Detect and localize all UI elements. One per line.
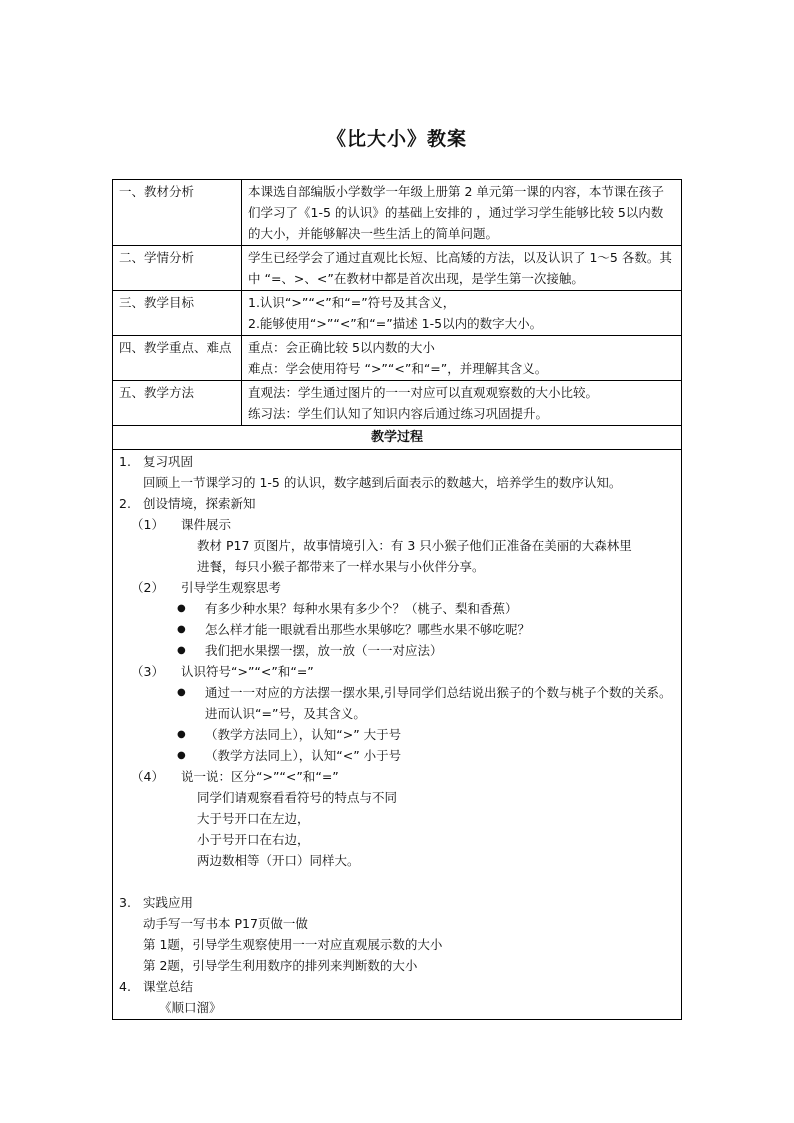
table-row [113, 291, 682, 336]
sub-step-number: （2） [131, 580, 164, 595]
method-line-2: 练习法：学生们认知了知识内容后通过练习巩固提升。 [248, 406, 549, 421]
step-text: 回顾上一节课学习的 1-5 的认识，数字越到后面表示的数越大，培养学生的数序认知。 [143, 475, 622, 490]
table-row [113, 336, 682, 381]
bullet-item [119, 745, 675, 766]
bullet-item [119, 724, 675, 745]
list-item [119, 451, 675, 472]
sub-step-text: 教材 P17 页图片，故事情境引入：有 3 只小猴子他们正准备在美丽的大森林里 [197, 538, 632, 553]
row-label-key-points: 四、教学重点、难点 [113, 336, 242, 381]
sub-step-title: 引导学生观察思考 [181, 580, 282, 595]
sub-step-title: 认识符号“>”“<”和“=” [181, 664, 314, 679]
bullet-text: 我们把水果摆一摆，放一放（一一对应法） [205, 643, 443, 658]
step-number: 4. [119, 979, 131, 994]
lesson-plan-table [112, 179, 682, 1020]
sub-step-text: 两边数相等（开口）同样大。 [197, 853, 360, 868]
list-item [119, 493, 675, 514]
process-content [113, 450, 682, 1020]
sub-step-number: （3） [131, 664, 164, 679]
step-title: 课堂总结 [143, 979, 194, 994]
step-text: 《顺口溜》 [159, 1000, 222, 1015]
sub-step-text: 进餐，每只小猴子都带来了一样水果与小伙伴分享。 [197, 559, 485, 574]
step-title: 创设情境，探索新知 [143, 496, 256, 511]
step-text: 第 2题，引导学生利用数序的排列来判断数的大小 [143, 958, 418, 973]
bullet-item [119, 682, 675, 724]
list-item [119, 577, 675, 598]
row-content-key-points [242, 336, 682, 381]
list-item [119, 661, 675, 682]
list-item [119, 514, 675, 535]
objective-line-2: 2.能够使用“>”“<”和“=”描述 1-5以内的数字大小。 [248, 316, 543, 331]
step-number: 2. [119, 496, 131, 511]
sub-step-text: 大于号开口在左边， [197, 811, 310, 826]
row-content-objectives [242, 291, 682, 336]
sub-step-text: 小于号开口在右边， [197, 832, 310, 847]
table-row [113, 426, 682, 450]
bullet-text: 怎么样才能一眼就看出那些水果够吃？哪些水果不够吃呢？ [205, 622, 531, 637]
bullet-icon: ● [177, 645, 186, 656]
list-item [119, 976, 675, 997]
bullet-icon: ● [177, 750, 186, 761]
bullet-item [119, 619, 675, 640]
bullet-icon: ● [177, 603, 186, 614]
row-label-textbook-analysis: 一、教材分析 [113, 180, 242, 246]
bullet-item [119, 598, 675, 619]
bullet-text: 有多少种水果？每种水果有多少个？（桃子、梨和香蕉） [205, 601, 518, 616]
method-line-1: 直观法：学生通过图片的一一对应可以直观观察数的大小比较。 [248, 385, 599, 400]
bullet-text: （教学方法同上），认知“<” 小于号 [205, 748, 402, 763]
list-item [119, 766, 675, 787]
objective-line-1: 1.认识“>”“<”和“=”符号及其含义， [248, 295, 456, 310]
bullet-icon: ● [177, 729, 186, 740]
bullet-icon: ● [177, 687, 186, 698]
row-label-objectives: 三、教学目标 [113, 291, 242, 336]
bullet-text: （教学方法同上），认知“>” 大于号 [205, 727, 402, 742]
table-row [113, 246, 682, 291]
row-content-methods [242, 381, 682, 426]
table-row [113, 450, 682, 1020]
sub-step-number: （4） [131, 769, 164, 784]
step-number: 1. [119, 454, 131, 469]
sub-step-title: 说一说：区分“>”“<”和“=” [181, 769, 339, 784]
sub-step-number: （1） [131, 517, 164, 532]
step-title: 实践应用 [143, 895, 194, 910]
process-header: 教学过程 [113, 426, 682, 450]
step-title: 复习巩固 [143, 454, 194, 469]
step-number: 3. [119, 895, 131, 910]
difficulty-line: 难点：学会使用符号 “>”“<”和“=”，并理解其含义。 [248, 361, 548, 376]
step-text: 动手写一写书本 P17页做一做 [143, 916, 308, 931]
row-content-student-analysis: 学生已经学会了通过直观比长短、比高矮的方法，以及认识了 1～5 各数。其中 “=、>、<”在教材中都是首次出现，是学生第一次接触。 [242, 246, 682, 291]
row-content-textbook-analysis: 本课选自部编版小学数学一年级上册第 2 单元第一课的内容，本节课在孩子们学习了《1-5 的认识》的基础上安排的 ，通过学习学生能够比较 5以内数的大小，并能够解决一些生活上的简单问题。 [242, 180, 682, 246]
key-point-line: 重点：会正确比较 5以内数的大小 [248, 340, 435, 355]
sub-step-title: 课件展示 [181, 517, 232, 532]
page-title: 《比大小》教案 [326, 128, 467, 150]
spacer [119, 871, 675, 892]
bullet-text: 通过一一对应的方法摆一摆水果,引导同学们总结说出猴子的个数与桃子个数的关系。进而认识“=”号，及其含义。 [205, 685, 672, 721]
row-label-methods: 五、教学方法 [113, 381, 242, 426]
step-text: 第 1题，引导学生观察使用一一对应直观展示数的大小 [143, 937, 443, 952]
row-label-student-analysis: 二、学情分析 [113, 246, 242, 291]
sub-step-text: 同学们请观察看看符号的特点与不同 [197, 790, 398, 805]
table-row [113, 180, 682, 246]
table-row [113, 381, 682, 426]
bullet-item [119, 640, 675, 661]
bullet-icon: ● [177, 624, 186, 635]
list-item [119, 892, 675, 913]
